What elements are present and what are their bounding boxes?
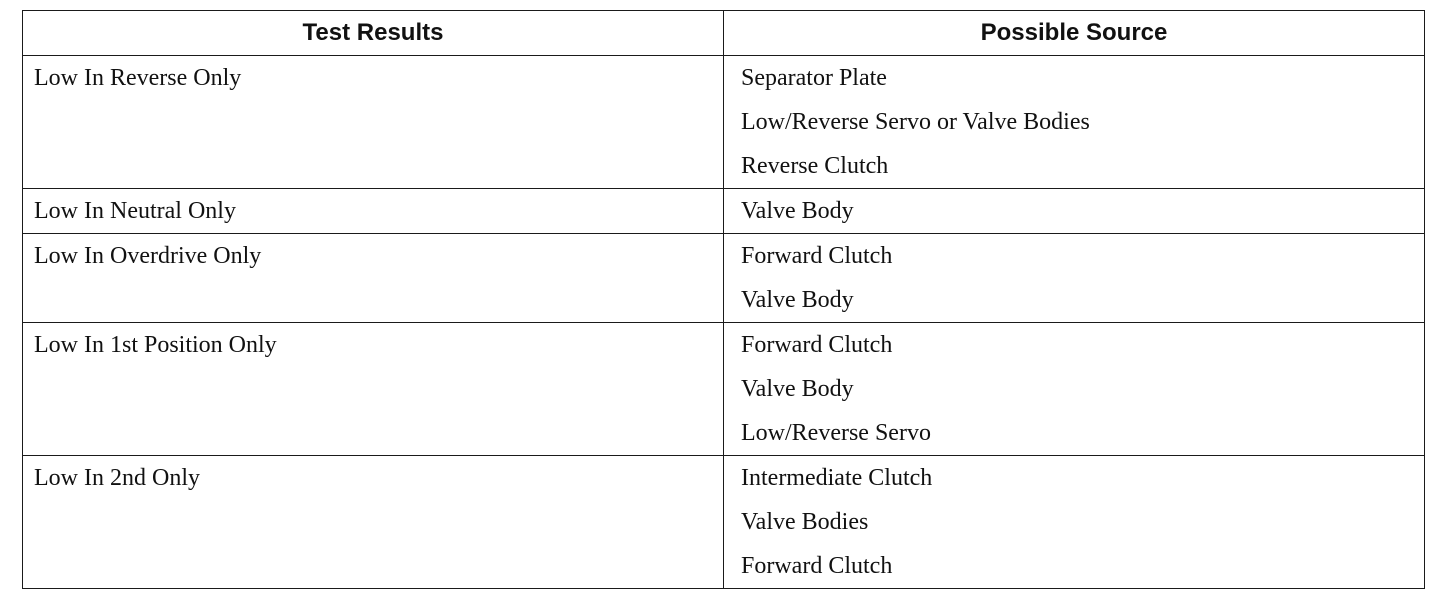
source-item: Forward Clutch <box>741 243 893 269</box>
source-cell <box>724 456 1425 589</box>
source-cell <box>724 323 1425 456</box>
header-possible-source: Possible Source <box>724 11 1425 56</box>
result-cell <box>23 323 724 456</box>
table-row <box>23 234 1425 323</box>
source-item: Valve Body <box>741 287 854 313</box>
source-item: Valve Body <box>741 376 854 402</box>
result-cell <box>23 234 724 323</box>
source-item: Intermediate Clutch <box>741 465 933 491</box>
source-item: Low/Reverse Servo <box>741 420 931 446</box>
result-text: Low In Reverse Only <box>34 65 242 91</box>
source-item: Low/Reverse Servo or Valve Bodies <box>741 109 1090 135</box>
source-item: Forward Clutch <box>741 553 893 579</box>
header-test-results: Test Results <box>23 11 724 56</box>
result-cell <box>23 189 724 234</box>
source-item: Separator Plate <box>741 65 887 91</box>
source-item: Valve Bodies <box>741 509 869 535</box>
result-cell <box>23 56 724 189</box>
source-cell <box>724 56 1425 189</box>
source-item: Valve Body <box>741 198 854 224</box>
source-cell <box>724 189 1425 234</box>
diagnosis-table <box>22 10 1425 589</box>
table-row <box>23 456 1425 589</box>
table-row <box>23 189 1425 234</box>
table-row <box>23 323 1425 456</box>
source-item: Forward Clutch <box>741 332 893 358</box>
source-item: Reverse Clutch <box>741 153 889 179</box>
source-cell <box>724 234 1425 323</box>
result-text: Low In 1st Position Only <box>34 332 277 358</box>
result-cell <box>23 456 724 589</box>
header-row <box>23 11 1425 56</box>
result-text: Low In Neutral Only <box>34 198 236 224</box>
result-text: Low In Overdrive Only <box>34 243 262 269</box>
result-text: Low In 2nd Only <box>34 465 200 491</box>
table-row <box>23 56 1425 189</box>
